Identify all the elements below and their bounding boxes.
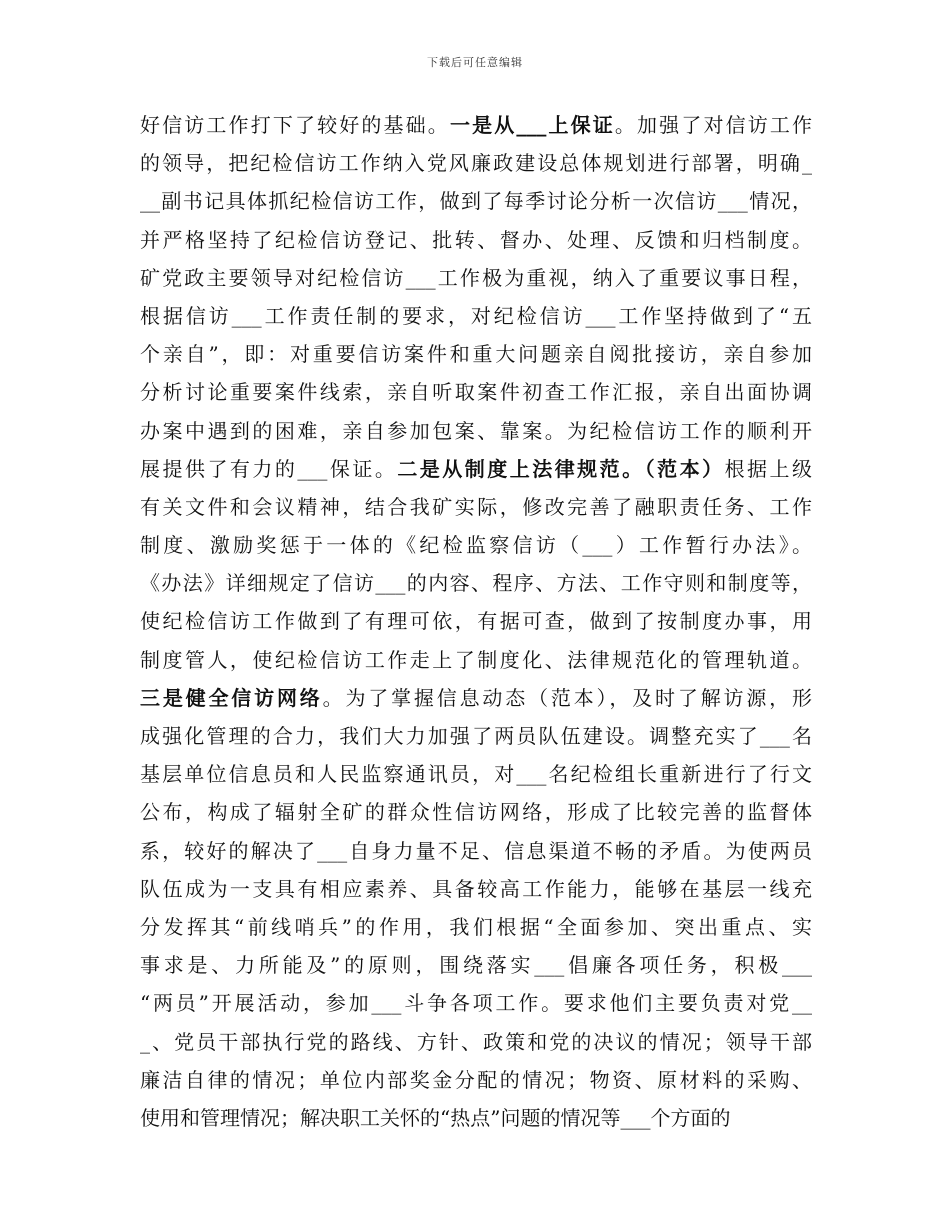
text-line — [140, 488, 812, 526]
text-run: 使用和管理情况；解决职工关怀的“热点”问题的情况等___个方面的 — [140, 1105, 731, 1130]
text-run: 办案中遇到的困难，亲自参加包案、靠案。为纪检信访工作的顺利开 — [140, 418, 812, 443]
text-run: 。为了掌握信息动态（范本），及时了解访源，形 — [322, 685, 813, 710]
text-line — [140, 984, 812, 1022]
text-run: 公布，构成了辐射全矿的群众性信访网络，形成了比较完善的监督体 — [140, 800, 812, 825]
text-run: 制度管人，使纪检信访工作走上了制度化、法律规范化的管理轨道。 — [140, 647, 812, 672]
text-line — [140, 144, 812, 182]
text-line — [140, 755, 812, 793]
text-run: 《办法》详细规定了信访___的内容、程序、方法、工作守则和制度等， — [140, 571, 812, 596]
text-run: 根据信访___工作责任制的要求，对纪检信访___工作坚持做到了“五 — [140, 303, 812, 328]
text-run: 队伍成为一支具有相应素养、具备较高工作能力，能够在基层一线充 — [140, 876, 812, 901]
text-line — [140, 602, 812, 640]
text-line — [140, 946, 812, 984]
text-line — [140, 564, 812, 602]
text-line — [140, 526, 812, 564]
text-run: 成强化管理的合力，我们大力加强了两员队伍建设。调整充实了___名 — [140, 724, 812, 748]
text-line — [140, 832, 812, 870]
text-run: 有关文件和会议精神，结合我矿实际，修改完善了融职责任务、工作 — [140, 494, 812, 519]
text-line — [140, 259, 812, 297]
text-line — [140, 679, 812, 717]
text-run: 矿党政主要领导对纪检信访___工作极为重视，纳入了重要议事日程， — [140, 265, 812, 290]
text-run: 事求是、力所能及”的原则，围绕落实___倡廉各项任务，积极___ — [140, 953, 812, 978]
text-run: 基层单位信息员和人民监察通讯员，对___名纪检组长重新进行了行文 — [140, 762, 812, 787]
text-line — [140, 641, 812, 679]
text-run: 系，较好的解决了___自身力量不足、信息渠道不畅的矛盾。为使两员 — [140, 838, 812, 863]
text-line — [140, 106, 812, 144]
text-line — [140, 412, 812, 450]
document-body — [140, 106, 812, 1137]
bold-heading-run: 三是健全信访网络 — [140, 685, 323, 710]
text-run: 廉洁自律的情况；单位内部奖金分配的情况；物资、原材料的采购、 — [140, 1067, 812, 1092]
text-line — [140, 182, 812, 220]
text-run: __副书记具体抓纪检信访工作，做到了每季讨论分析一次信访___情况， — [140, 189, 812, 214]
text-run: 的领导，把纪检信访工作纳入党风廉政建设总体规划进行部署，明确_ — [140, 151, 812, 176]
text-run: 分发挥其“前线哨兵”的作用，我们根据“全面参加、突出重点、实 — [140, 914, 812, 939]
text-line — [140, 908, 812, 946]
bold-heading-run: 二是从制度上法律规范。（范本） — [397, 456, 725, 481]
bold-heading-run: 一是从___上保证 — [449, 113, 615, 137]
text-line — [140, 450, 812, 488]
text-run: 好信访工作打下了较好的基础。 — [140, 113, 450, 137]
text-run: 根据上级 — [724, 456, 813, 481]
text-run: 使纪检信访工作做到了有理可依，有据可查，做到了按制度办事，用 — [140, 609, 812, 634]
text-run: 制度、激励奖惩于一体的《纪检监察信访（___）工作暂行办法》。 — [140, 533, 812, 558]
text-run: 。加强了对信访工作 — [614, 113, 813, 137]
text-run: “两员”开展活动，参加___斗争各项工作。要求他们主要负责对党__ — [140, 991, 812, 1016]
text-line — [140, 1023, 812, 1061]
text-line — [140, 335, 812, 373]
text-line — [140, 793, 812, 831]
text-run: 个亲自”，即：对重要信访案件和重大问题亲自阅批接访，亲自参加 — [140, 342, 812, 367]
text-line — [140, 373, 812, 411]
text-line — [140, 870, 812, 908]
text-run: 并严格坚持了纪检信访登记、批转、督办、处理、反馈和归档制度。 — [140, 227, 812, 252]
text-run: _、党员干部执行党的路线、方针、政策和党的决议的情况；领导干部 — [140, 1029, 812, 1054]
text-line — [140, 221, 812, 259]
text-line — [140, 1099, 812, 1137]
text-line — [140, 717, 812, 755]
text-run: 展提供了有力的___保证。 — [140, 456, 398, 481]
text-line — [140, 297, 812, 335]
text-run: 分析讨论重要案件线索，亲自听取案件初查工作汇报，亲自出面协调 — [140, 380, 812, 405]
page-header: 下载后可任意编辑 — [427, 56, 523, 69]
text-line — [140, 1061, 812, 1099]
